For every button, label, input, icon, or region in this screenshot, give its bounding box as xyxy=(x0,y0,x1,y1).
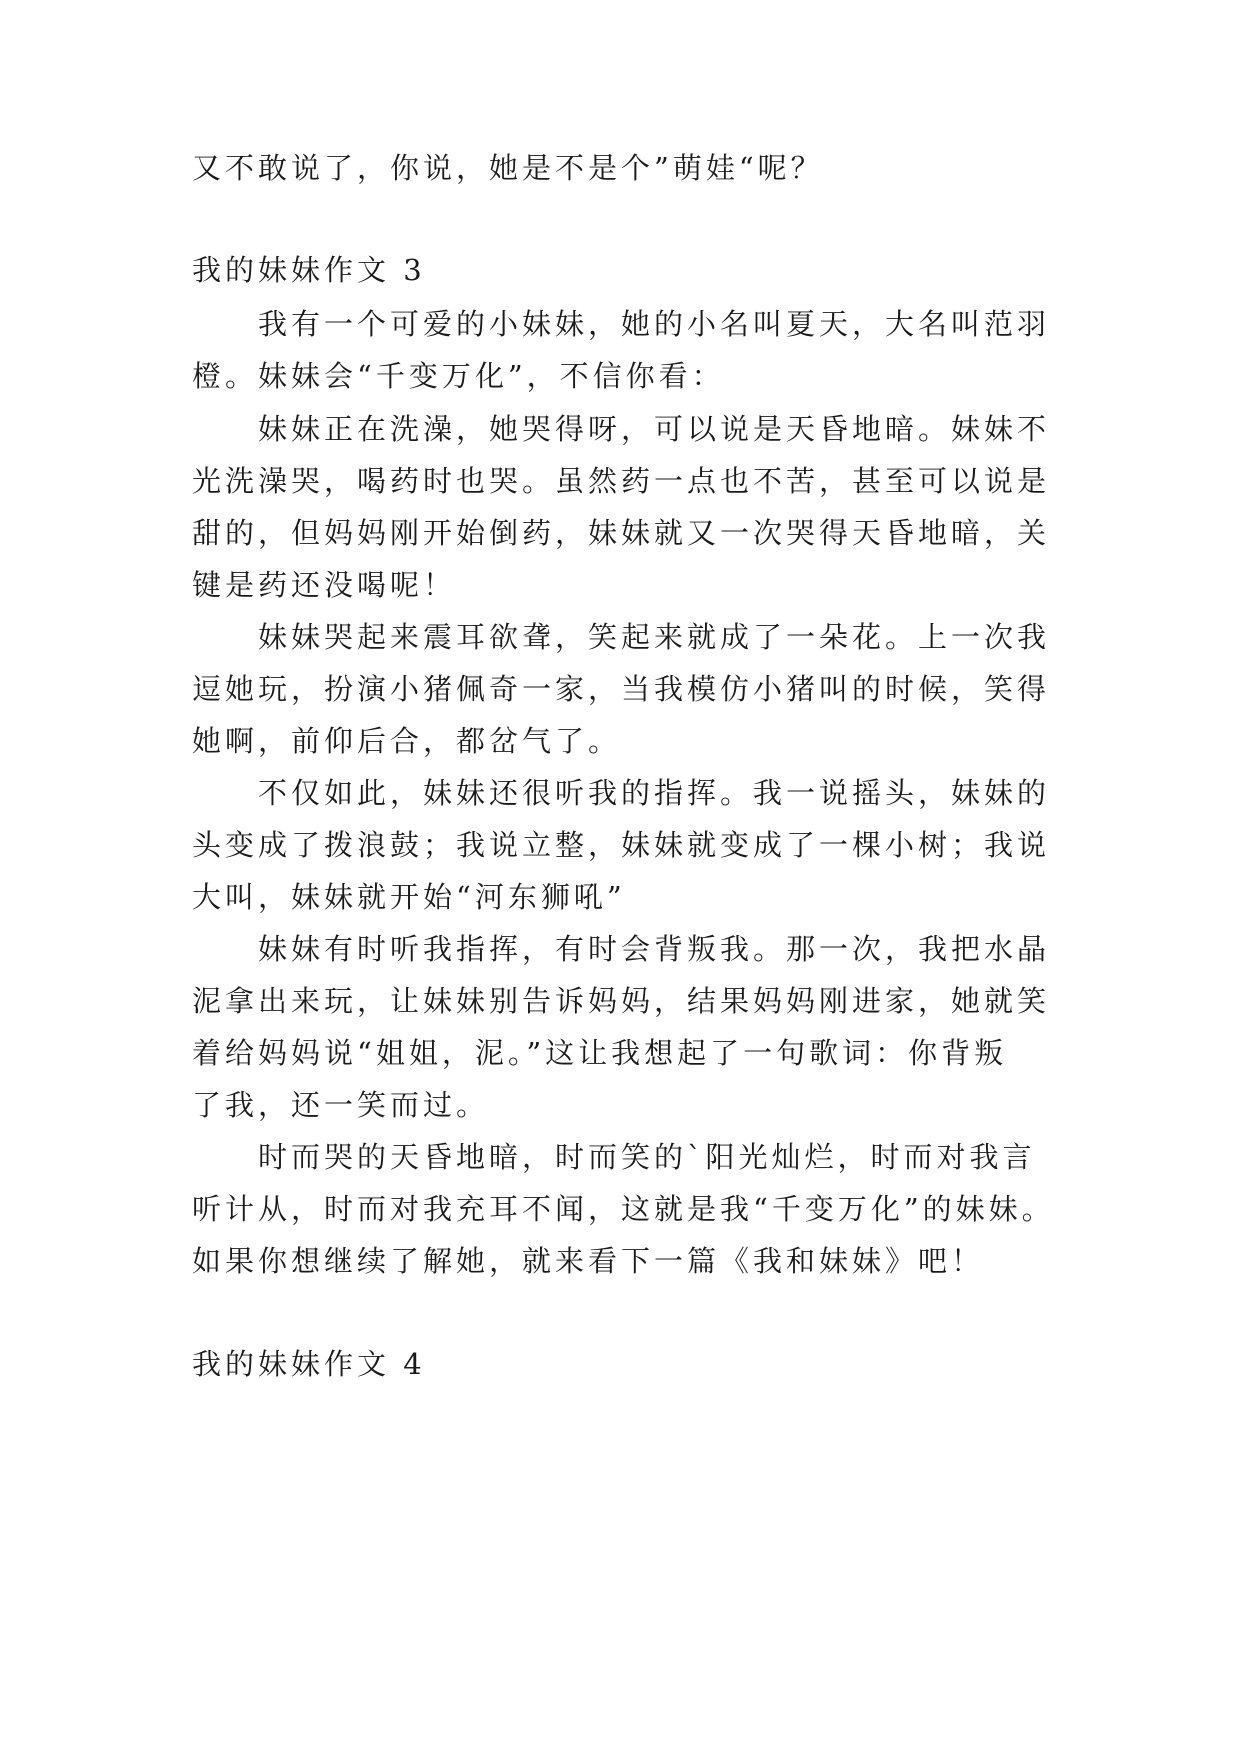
continuation-line: 又不敢说了，你说，她是不是个”萌娃“呢？ xyxy=(192,151,824,185)
paragraph-line: 不仅如此，妹妹还很听我的指挥。我一说摇头，妹妹的 xyxy=(258,776,1051,810)
paragraph-line: 键是药还没喝呢！ xyxy=(192,568,457,602)
paragraph-line: 橙。妹妹会“千变万化”，不信你看： xyxy=(192,359,725,393)
paragraph-line: 头变成了拨浪鼓；我说立整，妹妹就变成了一棵小树；我说 xyxy=(192,828,1051,862)
paragraph-line: 她啊，前仰后合，都岔气了。 xyxy=(192,724,622,758)
paragraph-line: 甜的，但妈妈刚开始倒药，妹妹就又一次哭得天昏地暗，关 xyxy=(192,516,1051,550)
paragraph-line: 逗她玩，扮演小猪佩奇一家，当我模仿小猪叫的时候，笑得 xyxy=(192,672,1051,706)
paragraph-line: 时而哭的天昏地暗，时而笑的`阳光灿烂，时而对我言 xyxy=(258,1140,1036,1174)
section-heading-3: 我的妹妹作文 3 xyxy=(192,253,426,287)
section-heading-4: 我的妹妹作文 4 xyxy=(192,1347,426,1381)
paragraph-line: 泥拿出来玩，让妹妹别告诉妈妈，结果妈妈刚进家，她就笑 xyxy=(192,984,1051,1018)
paragraph-line: 如果你想继续了解她，就来看下一篇《我和妹妹》吧！ xyxy=(192,1244,985,1278)
paragraph-line: 光洗澡哭，喝药时也哭。虽然药一点也不苦，甚至可以说是 xyxy=(192,464,1051,498)
paragraph-line: 着给妈妈说“姐姐，泥。”这让我想起了一句歌词：你背叛 xyxy=(192,1036,1008,1070)
paragraph-line: 大叫，妹妹就开始“河东狮吼” xyxy=(192,880,626,914)
paragraph-line: 妹妹正在洗澡，她哭得呀，可以说是天昏地暗。妹妹不 xyxy=(258,412,1051,446)
paragraph-line: 了我，还一笑而过。 xyxy=(192,1088,490,1122)
paragraph-line: 妹妹哭起来震耳欲聋，笑起来就成了一朵花。上一次我 xyxy=(258,620,1051,654)
paragraph-line: 妹妹有时听我指挥，有时会背叛我。那一次，我把水晶 xyxy=(258,932,1051,966)
paragraph-line: 听计从，时而对我充耳不闻，这就是我“千变万化”的妹妹。 xyxy=(192,1192,1055,1226)
paragraph-line: 我有一个可爱的小妹妹，她的小名叫夏天，大名叫范羽 xyxy=(258,307,1051,341)
